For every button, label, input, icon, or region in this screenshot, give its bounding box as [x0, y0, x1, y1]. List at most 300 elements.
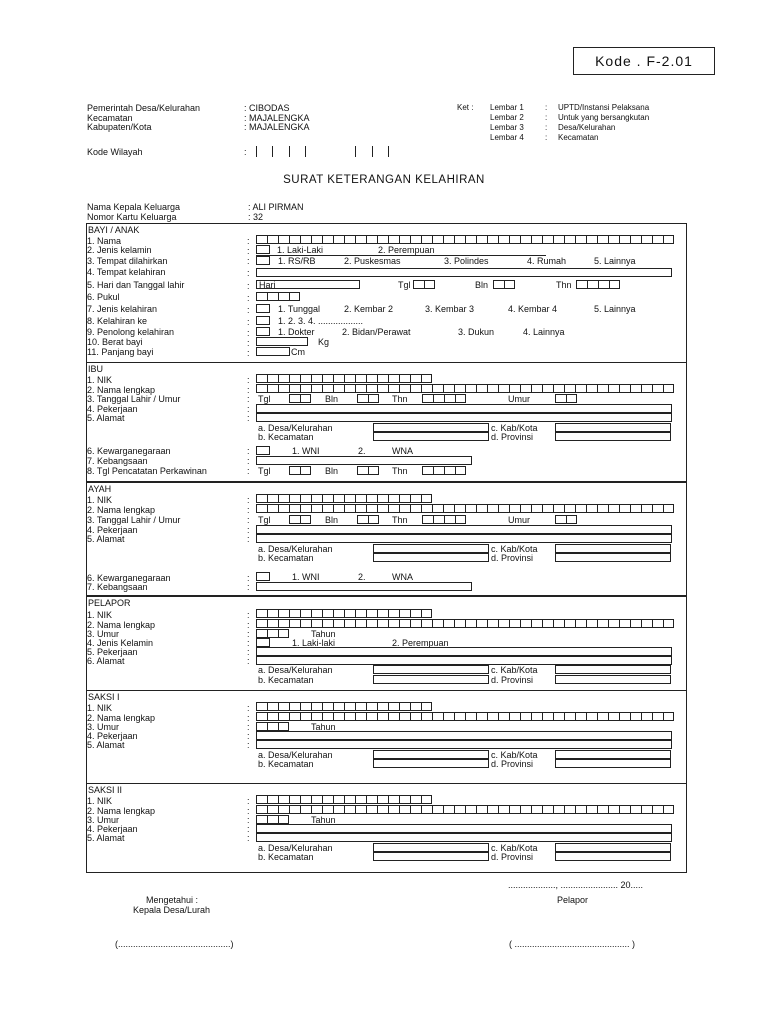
char-cell[interactable] [377, 795, 388, 804]
char-cell[interactable] [493, 280, 504, 289]
bayi-thn-grid[interactable] [576, 280, 620, 289]
char-cell[interactable] [586, 384, 597, 393]
char-cell[interactable] [388, 374, 399, 383]
char-cell[interactable] [652, 805, 663, 814]
char-cell[interactable] [566, 394, 577, 403]
char-cell[interactable] [641, 235, 652, 244]
saksi2-age-grid[interactable] [256, 815, 289, 824]
ibu-umur-grid[interactable] [555, 394, 577, 403]
char-cell[interactable] [289, 515, 300, 524]
char-cell[interactable] [300, 515, 311, 524]
saksi2-kec-field[interactable] [373, 852, 489, 861]
char-cell[interactable] [256, 805, 267, 814]
char-cell[interactable] [432, 504, 443, 513]
char-cell[interactable] [278, 629, 289, 638]
char-cell[interactable] [531, 712, 542, 721]
char-cell[interactable] [256, 609, 267, 618]
pelapor-occupation-field[interactable] [256, 647, 672, 656]
char-cell[interactable] [630, 712, 641, 721]
char-cell[interactable] [344, 374, 355, 383]
char-cell[interactable] [267, 815, 278, 824]
char-cell[interactable] [553, 619, 564, 628]
char-cell[interactable] [432, 712, 443, 721]
char-cell[interactable] [267, 805, 278, 814]
char-cell[interactable] [504, 280, 515, 289]
char-cell[interactable] [608, 504, 619, 513]
char-cell[interactable] [366, 235, 377, 244]
char-cell[interactable] [256, 702, 267, 711]
char-cell[interactable] [256, 712, 267, 721]
ibu-prov-field[interactable] [555, 432, 671, 441]
char-cell[interactable] [509, 712, 520, 721]
char-cell[interactable] [344, 235, 355, 244]
char-cell[interactable] [344, 384, 355, 393]
char-cell[interactable] [476, 504, 487, 513]
char-cell[interactable] [267, 235, 278, 244]
ibu-tgl-grid[interactable] [289, 394, 311, 403]
char-cell[interactable] [322, 235, 333, 244]
char-cell[interactable] [278, 374, 289, 383]
char-cell[interactable] [630, 619, 641, 628]
char-cell[interactable] [399, 504, 410, 513]
char-cell[interactable] [630, 504, 641, 513]
char-cell[interactable] [641, 504, 652, 513]
char-cell[interactable] [388, 795, 399, 804]
char-cell[interactable] [597, 619, 608, 628]
char-cell[interactable] [498, 619, 509, 628]
char-cell[interactable] [663, 712, 674, 721]
char-cell[interactable] [300, 795, 311, 804]
char-cell[interactable] [355, 795, 366, 804]
char-cell[interactable] [465, 712, 476, 721]
char-cell[interactable] [289, 466, 300, 475]
char-cell[interactable] [586, 504, 597, 513]
bayi-helper-box[interactable] [256, 327, 270, 336]
char-cell[interactable] [278, 619, 289, 628]
char-cell[interactable] [487, 504, 498, 513]
char-cell[interactable] [344, 712, 355, 721]
char-cell[interactable] [542, 384, 553, 393]
char-cell[interactable] [311, 504, 322, 513]
char-cell[interactable] [433, 394, 444, 403]
char-cell[interactable] [641, 619, 652, 628]
char-cell[interactable] [444, 466, 455, 475]
char-cell[interactable] [520, 619, 531, 628]
char-cell[interactable] [366, 619, 377, 628]
char-cell[interactable] [256, 815, 267, 824]
char-cell[interactable] [300, 494, 311, 503]
char-cell[interactable] [311, 384, 322, 393]
char-cell[interactable] [465, 235, 476, 244]
char-cell[interactable] [267, 619, 278, 628]
char-cell[interactable] [586, 805, 597, 814]
char-cell[interactable] [432, 619, 443, 628]
ayah-name-grid[interactable] [256, 504, 674, 513]
char-cell[interactable] [311, 702, 322, 711]
char-cell[interactable] [300, 609, 311, 618]
char-cell[interactable] [311, 795, 322, 804]
char-cell[interactable] [267, 712, 278, 721]
char-cell[interactable] [278, 722, 289, 731]
saksi1-age-grid[interactable] [256, 722, 289, 731]
ayah-occupation-field[interactable] [256, 525, 672, 534]
pelapor-kec-field[interactable] [373, 675, 489, 684]
char-cell[interactable] [586, 712, 597, 721]
char-cell[interactable] [278, 805, 289, 814]
char-cell[interactable] [630, 384, 641, 393]
char-cell[interactable] [368, 394, 379, 403]
saksi2-address-field[interactable] [256, 833, 672, 842]
char-cell[interactable] [311, 374, 322, 383]
saksi1-address-field[interactable] [256, 740, 672, 749]
char-cell[interactable] [609, 280, 620, 289]
char-cell[interactable] [652, 235, 663, 244]
ayah-ethnicity-field[interactable] [256, 582, 472, 591]
char-cell[interactable] [619, 384, 630, 393]
saksi2-nik-grid[interactable] [256, 795, 432, 804]
char-cell[interactable] [344, 805, 355, 814]
char-cell[interactable] [454, 384, 465, 393]
char-cell[interactable] [333, 235, 344, 244]
char-cell[interactable] [520, 384, 531, 393]
char-cell[interactable] [388, 504, 399, 513]
char-cell[interactable] [509, 805, 520, 814]
ayah-umur-grid[interactable] [555, 515, 577, 524]
char-cell[interactable] [587, 280, 598, 289]
char-cell[interactable] [586, 235, 597, 244]
char-cell[interactable] [542, 619, 553, 628]
char-cell[interactable] [531, 235, 542, 244]
char-cell[interactable] [652, 504, 663, 513]
char-cell[interactable] [421, 494, 432, 503]
char-cell[interactable] [267, 504, 278, 513]
char-cell[interactable] [267, 292, 278, 301]
char-cell[interactable] [256, 235, 267, 244]
char-cell[interactable] [322, 504, 333, 513]
char-cell[interactable] [300, 394, 311, 403]
char-cell[interactable] [388, 619, 399, 628]
char-cell[interactable] [619, 235, 630, 244]
char-cell[interactable] [366, 494, 377, 503]
char-cell[interactable] [443, 805, 454, 814]
char-cell[interactable] [344, 494, 355, 503]
char-cell[interactable] [256, 629, 267, 638]
char-cell[interactable] [597, 712, 608, 721]
char-cell[interactable] [289, 235, 300, 244]
char-cell[interactable] [433, 466, 444, 475]
pelapor-nik-grid[interactable] [256, 609, 432, 618]
char-cell[interactable] [300, 504, 311, 513]
char-cell[interactable] [498, 384, 509, 393]
char-cell[interactable] [355, 712, 366, 721]
char-cell[interactable] [366, 609, 377, 618]
char-cell[interactable] [509, 619, 520, 628]
char-cell[interactable] [322, 494, 333, 503]
ayah-desa-field[interactable] [373, 544, 489, 553]
char-cell[interactable] [289, 494, 300, 503]
char-cell[interactable] [575, 712, 586, 721]
char-cell[interactable] [498, 805, 509, 814]
char-cell[interactable] [424, 280, 435, 289]
char-cell[interactable] [366, 702, 377, 711]
pelapor-gender-box[interactable] [256, 638, 270, 647]
char-cell[interactable] [300, 805, 311, 814]
char-cell[interactable] [465, 504, 476, 513]
char-cell[interactable] [322, 805, 333, 814]
char-cell[interactable] [575, 235, 586, 244]
bayi-length-field[interactable] [256, 347, 290, 356]
char-cell[interactable] [487, 805, 498, 814]
char-cell[interactable] [355, 384, 366, 393]
char-cell[interactable] [377, 609, 388, 618]
char-cell[interactable] [366, 384, 377, 393]
ayah-prov-field[interactable] [555, 553, 671, 562]
char-cell[interactable] [267, 795, 278, 804]
char-cell[interactable] [476, 235, 487, 244]
char-cell[interactable] [608, 384, 619, 393]
char-cell[interactable] [267, 702, 278, 711]
char-cell[interactable] [256, 374, 267, 383]
char-cell[interactable] [443, 235, 454, 244]
char-cell[interactable] [377, 235, 388, 244]
char-cell[interactable] [410, 619, 421, 628]
ibu-kec-field[interactable] [373, 432, 489, 441]
char-cell[interactable] [619, 504, 630, 513]
char-cell[interactable] [399, 805, 410, 814]
char-cell[interactable] [608, 712, 619, 721]
saksi2-desa-field[interactable] [373, 843, 489, 852]
char-cell[interactable] [377, 619, 388, 628]
saksi1-nik-grid[interactable] [256, 702, 432, 711]
char-cell[interactable] [377, 374, 388, 383]
char-cell[interactable] [311, 712, 322, 721]
char-cell[interactable] [553, 384, 564, 393]
char-cell[interactable] [432, 805, 443, 814]
char-cell[interactable] [377, 384, 388, 393]
char-cell[interactable] [498, 712, 509, 721]
pelapor-name-grid[interactable] [256, 619, 674, 628]
char-cell[interactable] [487, 712, 498, 721]
char-cell[interactable] [300, 712, 311, 721]
char-cell[interactable] [399, 235, 410, 244]
char-cell[interactable] [443, 712, 454, 721]
char-cell[interactable] [498, 504, 509, 513]
char-cell[interactable] [422, 515, 433, 524]
pelapor-age-grid[interactable] [256, 629, 289, 638]
char-cell[interactable] [333, 619, 344, 628]
char-cell[interactable] [487, 384, 498, 393]
char-cell[interactable] [355, 702, 366, 711]
char-cell[interactable] [256, 292, 267, 301]
char-cell[interactable] [377, 702, 388, 711]
char-cell[interactable] [388, 384, 399, 393]
char-cell[interactable] [322, 712, 333, 721]
char-cell[interactable] [410, 384, 421, 393]
char-cell[interactable] [641, 384, 652, 393]
char-cell[interactable] [278, 235, 289, 244]
char-cell[interactable] [422, 466, 433, 475]
char-cell[interactable] [421, 702, 432, 711]
char-cell[interactable] [542, 504, 553, 513]
bayi-tgl-grid[interactable] [413, 280, 435, 289]
char-cell[interactable] [487, 235, 498, 244]
char-cell[interactable] [366, 504, 377, 513]
char-cell[interactable] [608, 619, 619, 628]
ibu-kab-field[interactable] [555, 423, 671, 432]
char-cell[interactable] [377, 712, 388, 721]
char-cell[interactable] [355, 374, 366, 383]
char-cell[interactable] [322, 609, 333, 618]
char-cell[interactable] [553, 504, 564, 513]
char-cell[interactable] [575, 619, 586, 628]
char-cell[interactable] [531, 504, 542, 513]
char-cell[interactable] [333, 609, 344, 618]
char-cell[interactable] [344, 504, 355, 513]
char-cell[interactable] [454, 235, 465, 244]
char-cell[interactable] [300, 466, 311, 475]
char-cell[interactable] [267, 722, 278, 731]
char-cell[interactable] [542, 712, 553, 721]
char-cell[interactable] [333, 374, 344, 383]
char-cell[interactable] [421, 609, 432, 618]
char-cell[interactable] [663, 504, 674, 513]
char-cell[interactable] [413, 280, 424, 289]
char-cell[interactable] [399, 619, 410, 628]
char-cell[interactable] [289, 504, 300, 513]
bayi-time-grid[interactable] [256, 292, 300, 301]
char-cell[interactable] [377, 494, 388, 503]
char-cell[interactable] [641, 805, 652, 814]
char-cell[interactable] [421, 384, 432, 393]
char-cell[interactable] [663, 384, 674, 393]
char-cell[interactable] [564, 619, 575, 628]
char-cell[interactable] [388, 712, 399, 721]
char-cell[interactable] [576, 280, 587, 289]
char-cell[interactable] [300, 235, 311, 244]
char-cell[interactable] [542, 805, 553, 814]
char-cell[interactable] [444, 394, 455, 403]
char-cell[interactable] [410, 702, 421, 711]
char-cell[interactable] [555, 515, 566, 524]
char-cell[interactable] [410, 494, 421, 503]
char-cell[interactable] [652, 619, 663, 628]
char-cell[interactable] [366, 374, 377, 383]
char-cell[interactable] [410, 609, 421, 618]
char-cell[interactable] [333, 384, 344, 393]
char-cell[interactable] [344, 702, 355, 711]
char-cell[interactable] [300, 384, 311, 393]
char-cell[interactable] [399, 712, 410, 721]
ayah-thn-grid[interactable] [422, 515, 466, 524]
char-cell[interactable] [311, 494, 322, 503]
char-cell[interactable] [566, 515, 577, 524]
pelapor-desa-field[interactable] [373, 665, 489, 674]
char-cell[interactable] [267, 494, 278, 503]
char-cell[interactable] [531, 805, 542, 814]
char-cell[interactable] [553, 235, 564, 244]
bayi-name-grid[interactable] [256, 235, 674, 244]
char-cell[interactable] [278, 815, 289, 824]
char-cell[interactable] [520, 712, 531, 721]
ibu-marr-thn-grid[interactable] [422, 466, 466, 475]
char-cell[interactable] [256, 722, 267, 731]
ayah-address-field[interactable] [256, 534, 672, 543]
char-cell[interactable] [388, 805, 399, 814]
char-cell[interactable] [278, 609, 289, 618]
char-cell[interactable] [421, 712, 432, 721]
char-cell[interactable] [421, 805, 432, 814]
char-cell[interactable] [663, 619, 674, 628]
char-cell[interactable] [333, 504, 344, 513]
bayi-birthplace-field[interactable] [256, 268, 672, 277]
char-cell[interactable] [357, 394, 368, 403]
char-cell[interactable] [597, 504, 608, 513]
saksi2-occupation-field[interactable] [256, 824, 672, 833]
pelapor-address-field[interactable] [256, 656, 672, 665]
char-cell[interactable] [619, 712, 630, 721]
char-cell[interactable] [421, 795, 432, 804]
char-cell[interactable] [509, 384, 520, 393]
char-cell[interactable] [333, 795, 344, 804]
char-cell[interactable] [344, 609, 355, 618]
char-cell[interactable] [509, 504, 520, 513]
char-cell[interactable] [476, 805, 487, 814]
char-cell[interactable] [520, 805, 531, 814]
char-cell[interactable] [421, 235, 432, 244]
char-cell[interactable] [289, 292, 300, 301]
char-cell[interactable] [597, 384, 608, 393]
char-cell[interactable] [278, 712, 289, 721]
char-cell[interactable] [553, 712, 564, 721]
char-cell[interactable] [454, 619, 465, 628]
char-cell[interactable] [564, 235, 575, 244]
char-cell[interactable] [433, 515, 444, 524]
char-cell[interactable] [399, 702, 410, 711]
char-cell[interactable] [399, 609, 410, 618]
char-cell[interactable] [267, 384, 278, 393]
ibu-bln-grid[interactable] [357, 394, 379, 403]
char-cell[interactable] [355, 494, 366, 503]
char-cell[interactable] [531, 619, 542, 628]
char-cell[interactable] [289, 805, 300, 814]
char-cell[interactable] [575, 805, 586, 814]
ibu-marr-bln-grid[interactable] [357, 466, 379, 475]
char-cell[interactable] [388, 494, 399, 503]
saksi1-kec-field[interactable] [373, 759, 489, 768]
char-cell[interactable] [289, 609, 300, 618]
char-cell[interactable] [542, 235, 553, 244]
char-cell[interactable] [663, 805, 674, 814]
char-cell[interactable] [256, 504, 267, 513]
char-cell[interactable] [289, 394, 300, 403]
char-cell[interactable] [355, 619, 366, 628]
saksi1-name-grid[interactable] [256, 712, 674, 721]
ibu-marr-tgl-grid[interactable] [289, 466, 311, 475]
char-cell[interactable] [377, 805, 388, 814]
saksi2-kab-field[interactable] [555, 843, 671, 852]
ayah-bln-grid[interactable] [357, 515, 379, 524]
char-cell[interactable] [256, 619, 267, 628]
ibu-name-grid[interactable] [256, 384, 674, 393]
char-cell[interactable] [663, 235, 674, 244]
char-cell[interactable] [344, 619, 355, 628]
char-cell[interactable] [608, 805, 619, 814]
char-cell[interactable] [443, 619, 454, 628]
pelapor-kab-field[interactable] [555, 665, 671, 674]
char-cell[interactable] [289, 702, 300, 711]
char-cell[interactable] [311, 805, 322, 814]
char-cell[interactable] [410, 504, 421, 513]
